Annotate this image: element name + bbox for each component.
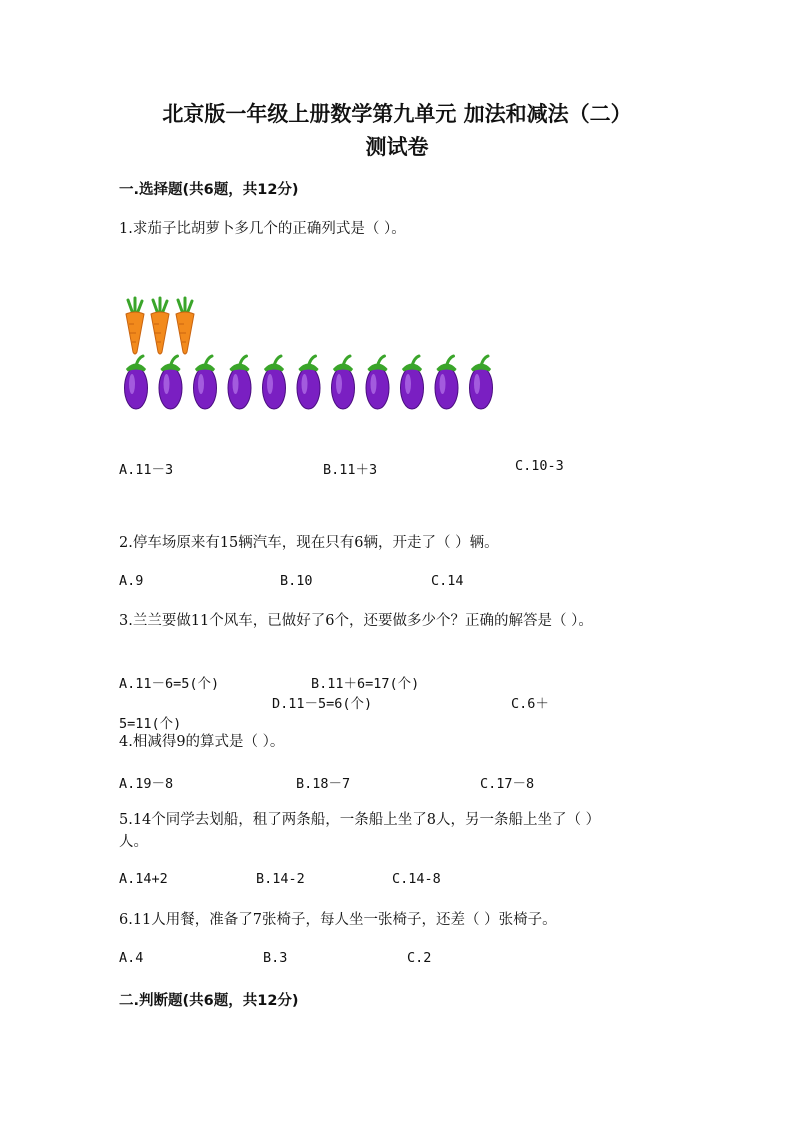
- q6-option-b[interactable]: B.3: [263, 950, 288, 966]
- carrot-icon: [151, 298, 169, 354]
- page-subtitle: 测试卷: [365, 135, 429, 159]
- eggplant-icon: [263, 356, 286, 409]
- page-title: 北京版一年级上册数学第九单元 加法和减法（二）: [162, 102, 632, 126]
- question-3: 3.兰兰要做11个风车，已做好了6个，还要做多少个？正确的解答是（ ）。: [119, 613, 593, 629]
- q5-option-a[interactable]: A.14+2: [119, 871, 168, 887]
- q4-option-a[interactable]: A.19－8: [119, 776, 174, 792]
- question-2: 2.停车场原来有15辆汽车，现在只有6辆，开走了（ ）辆。: [119, 535, 499, 551]
- question-5: 5.14个同学去划船，租了两条船，一条船上坐了8人，另一条船上坐了（ ）人。: [119, 812, 601, 850]
- q3-option-a[interactable]: A.11－6=5(个): [119, 676, 220, 692]
- eggplant-icon: [228, 356, 251, 409]
- eggplant-icon: [401, 356, 424, 409]
- q5-option-b[interactable]: B.14-2: [256, 871, 305, 887]
- eggplant-icon: [194, 356, 217, 409]
- q2-option-c[interactable]: C.14: [431, 573, 464, 589]
- eggplant-icon: [297, 356, 320, 409]
- q3-option-c[interactable]: C.6＋5=11(个): [119, 696, 549, 732]
- question-1: 1.求茄子比胡萝卜多几个的正确列式是（ ）。: [119, 221, 406, 237]
- eggplant-icon: [159, 356, 182, 409]
- q5-option-c[interactable]: C.14-8: [392, 871, 441, 887]
- q4-option-b[interactable]: B.18－7: [296, 776, 351, 792]
- question-6: 6.11人用餐，准备了7张椅子，每人坐一张椅子，还差（ ）张椅子。: [119, 912, 557, 928]
- q6-option-c[interactable]: C.2: [407, 950, 432, 966]
- eggplant-icon: [435, 356, 458, 409]
- q1-option-b[interactable]: B.11＋3: [323, 462, 378, 478]
- q6-option-a[interactable]: A.4: [119, 950, 144, 966]
- carrot-icon: [126, 298, 144, 354]
- q1-option-c[interactable]: C.10-3: [515, 458, 564, 474]
- eggplant-icon: [366, 356, 389, 409]
- q1-option-a[interactable]: A.11－3: [119, 462, 174, 478]
- question-1-figure: [119, 296, 519, 416]
- eggplant-icon: [125, 356, 148, 409]
- eggplant-icon: [470, 356, 493, 409]
- q4-option-c[interactable]: C.17－8: [480, 776, 535, 792]
- q3-option-d[interactable]: D.11－5=6(个): [272, 696, 373, 712]
- q2-option-b[interactable]: B.10: [280, 573, 313, 589]
- carrot-icon: [176, 298, 194, 354]
- q3-option-b[interactable]: B.11＋6=17(个): [311, 676, 420, 692]
- q2-option-a[interactable]: A.9: [119, 573, 144, 589]
- eggplant-icon: [332, 356, 355, 409]
- section-heading-judgement: 二.判断题(共6题，共12分): [119, 993, 299, 1009]
- question-4: 4.相减得9的算式是（ ）。: [119, 734, 285, 750]
- section-heading-choice: 一.选择题(共6题，共12分): [119, 182, 299, 198]
